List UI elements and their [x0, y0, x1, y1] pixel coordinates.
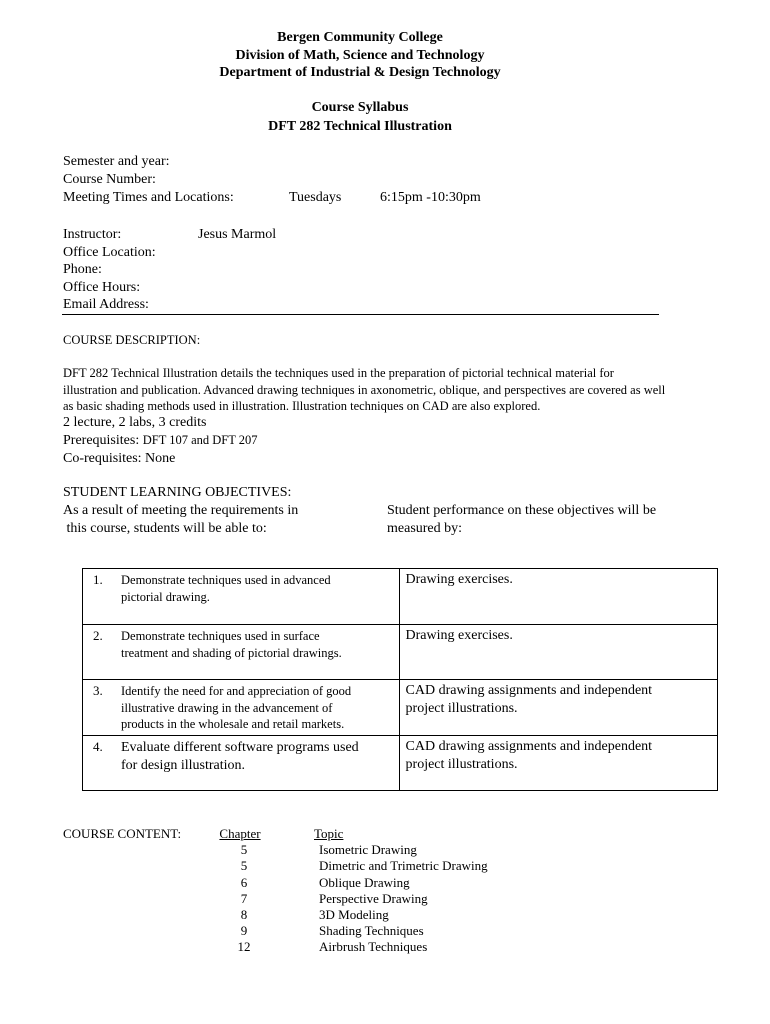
measure-cell: [399, 680, 717, 736]
description-heading: COURSE DESCRIPTION:: [63, 333, 201, 347]
course-title: DFT 282 Technical Illustration: [268, 119, 452, 134]
phone-label: Phone:: [63, 262, 102, 277]
corequisites-text: Co-requisites: None: [63, 451, 176, 466]
college-name: Bergen Community College: [277, 30, 443, 45]
measure-cell: [399, 625, 717, 680]
chapter-number: 12: [237, 939, 251, 955]
objectives-right-line-2: measured by:: [387, 521, 463, 536]
semester-label: Semester and year:: [63, 154, 170, 169]
objective-number: 2.: [93, 628, 103, 643]
description-line-3: as basic shading methods used in illustration. Illustration techniques on CAD are also explored.: [63, 399, 541, 413]
topic-item: Oblique Drawing: [319, 874, 410, 890]
measure-line: CAD drawing assignments and independent: [405, 739, 653, 754]
topic-item: Shading Techniques: [319, 923, 424, 939]
measure-line: project illustrations.: [405, 756, 518, 772]
chapter-number: 6: [240, 874, 248, 890]
division-name: Division of Math, Science and Technology: [235, 47, 485, 63]
objective-line: pictorial drawing.: [121, 589, 210, 604]
measure-cell: [399, 569, 717, 625]
table-row: [83, 625, 718, 680]
objective-line: for design illustration.: [121, 757, 246, 773]
objective-cell: [83, 680, 400, 736]
objective-cell: [83, 569, 400, 625]
objective-line: Demonstrate techniques used in surface: [121, 629, 320, 643]
chapter-number: 7: [240, 890, 248, 906]
table-row: [83, 736, 718, 791]
meeting-day: Tuesdays: [289, 190, 342, 205]
prerequisites-line: [63, 432, 258, 450]
chapter-number: 5: [240, 858, 248, 874]
chapter-number: 5: [240, 842, 248, 858]
office-hours-label: Office Hours:: [63, 279, 141, 295]
chapter-header: Chapter: [219, 826, 261, 841]
objectives-heading: STUDENT LEARNING OBJECTIVES:: [63, 485, 292, 500]
objective-line: illustrative drawing in the advancement of: [121, 700, 333, 715]
topic-item: Perspective Drawing: [319, 890, 428, 906]
table-row: [83, 680, 718, 736]
measure-line: project illustrations.: [405, 700, 518, 716]
divider-line: [62, 314, 659, 315]
topic-column: [314, 826, 488, 956]
objective-line: treatment and shading of pictorial drawings.: [121, 645, 342, 660]
objective-line: Evaluate different software programs used: [121, 740, 359, 755]
email-label: Email Address:: [63, 297, 149, 312]
objective-number: 4.: [93, 739, 103, 754]
meeting-label: Meeting Times and Locations:: [63, 190, 234, 205]
content-heading: COURSE CONTENT:: [63, 826, 182, 841]
objective-line: Identify the need for and appreciation of good: [121, 684, 352, 698]
topic-header: Topic: [314, 826, 344, 841]
document-type: Course Syllabus: [311, 100, 409, 115]
objective-line: products in the wholesale and retail markets.: [121, 717, 345, 731]
description-line-2: illustration and publication. Advanced drawing techniques in axonometric, oblique, and perspectives are covered as well: [63, 382, 666, 397]
credits-text: 2 lecture, 2 labs, 3 credits: [63, 415, 207, 430]
measure-line: CAD drawing assignments and independent: [405, 683, 653, 698]
objective-cell: [83, 625, 400, 680]
topic-item: Airbrush Techniques: [319, 939, 428, 955]
department-name: Department of Industrial & Design Technology: [219, 65, 501, 80]
measure-line: Drawing exercises.: [405, 628, 513, 643]
chapter-number: 9: [240, 923, 248, 939]
topic-item: Dimetric and Trimetric Drawing: [319, 858, 488, 874]
topic-item: 3D Modeling: [319, 907, 389, 923]
objectives-right-line-1: Student performance on these objectives will be: [387, 503, 657, 518]
office-location-label: Office Location:: [63, 244, 156, 260]
measure-line: Drawing exercises.: [405, 572, 513, 587]
topic-item: Isometric Drawing: [319, 842, 417, 858]
instructor-name: Jesus Marmol: [198, 227, 277, 242]
meeting-time: 6:15pm -10:30pm: [380, 190, 481, 205]
objective-number: 3.: [93, 683, 103, 698]
table-row: [83, 569, 718, 625]
measure-cell: [399, 736, 717, 791]
objective-line: Demonstrate techniques used in advanced: [121, 573, 331, 587]
instructor-label: Instructor:: [63, 227, 122, 242]
objective-number: 1.: [93, 572, 103, 587]
prerequisites-label: Prerequisites:: [63, 433, 140, 448]
objectives-left-line-2: this course, students will be able to:: [63, 521, 267, 536]
chapter-column: [200, 826, 280, 956]
course-number-label: Course Number:: [63, 172, 156, 187]
chapter-number: 8: [240, 907, 248, 923]
prerequisites-value: DFT 107 and DFT 207: [142, 433, 258, 447]
objective-cell: [83, 736, 400, 791]
description-line-1: DFT 282 Technical Illustration details the techniques used in the preparation of pictorial technical material for: [63, 366, 614, 380]
objectives-table: [82, 568, 718, 791]
objectives-left-line-1: As a result of meeting the requirements in: [63, 503, 299, 518]
